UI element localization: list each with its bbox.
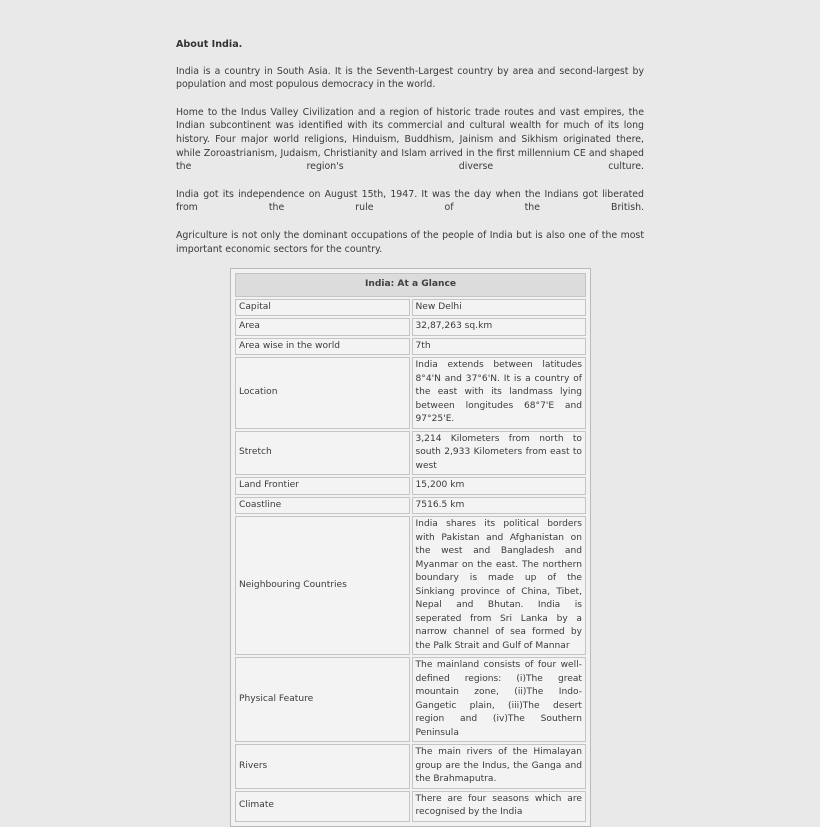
row-label: Climate bbox=[235, 791, 410, 822]
table-row bbox=[235, 791, 586, 822]
paragraph-history: Home to the Indus Valley Civilization and a region of historic trade routes and vast empires, the Indian subcontinent was identified with its commercial and cultural wealth for much of its long history. Four major world religions, Hinduism, Buddhism, Jainism and Sikhism originated there, while Zoroastrianism, Judaism, Christianity and Islam arrived in the first millennium CE and shaped the region's diverse culture. bbox=[176, 106, 644, 173]
table-header-row bbox=[235, 273, 586, 297]
row-value: 7516.5 km bbox=[412, 497, 587, 515]
paragraph-agriculture: Agriculture is not only the dominant occupations of the people of India but is also one of the most important economic sectors for the country. bbox=[176, 229, 644, 255]
row-value: India shares its political borders with Pakistan and Afghanistan on the west and Bangladesh and Myanmar on the east. The northern boundary is made up of the Sinkiang province of China, Tibet, Nepal and Bhutan. India is seperated from Sri Lanka by a narrow channel of sea formed by the Palk Strait and Gulf of Mannar bbox=[412, 516, 587, 655]
table-row bbox=[235, 338, 586, 356]
table-row bbox=[235, 497, 586, 515]
row-value: 7th bbox=[412, 338, 587, 356]
row-value: 32,87,263 sq.km bbox=[412, 318, 587, 336]
row-value: The mainland consists of four well-defined regions: (i)The great mountain zone, (ii)The Indo-Gangetic plain, (iii)The desert region and (iv)The Southern Peninsula bbox=[412, 657, 587, 742]
row-label: Capital bbox=[235, 299, 410, 317]
row-value: There are four seasons which are recognised by the India bbox=[412, 791, 587, 822]
row-label: Stretch bbox=[235, 431, 410, 476]
row-value: The main rivers of the Himalayan group are the Indus, the Ganga and the Brahmaputra. bbox=[412, 744, 587, 789]
paragraph-overview: India is a country in South Asia. It is the Seventh-Largest country by area and second-largest by population and most populous democracy in the world. bbox=[176, 65, 644, 91]
row-label: Coastline bbox=[235, 497, 410, 515]
row-label: Physical Feature bbox=[235, 657, 410, 742]
glance-table bbox=[233, 271, 588, 824]
row-label: Area wise in the world bbox=[235, 338, 410, 356]
row-value: New Delhi bbox=[412, 299, 587, 317]
table-row bbox=[235, 431, 586, 476]
glance-table-container bbox=[230, 268, 591, 827]
row-label: Area bbox=[235, 318, 410, 336]
row-value: 15,200 km bbox=[412, 477, 587, 495]
table-row bbox=[235, 299, 586, 317]
table-row bbox=[235, 318, 586, 336]
paragraph-independence: India got its independence on August 15th, 1947. It was the day when the Indians got liberated from the rule of the British. bbox=[176, 188, 644, 214]
table-row bbox=[235, 516, 586, 655]
row-value: 3,214 Kilometers from north to south 2,933 Kilometers from east to west bbox=[412, 431, 587, 476]
row-value: India extends between latitudes 8°4'N and 37°6'N. It is a country of the east with its landmass lying between longitudes 68°7'E and 97°25'E. bbox=[412, 357, 587, 429]
article-body bbox=[176, 38, 644, 270]
row-label: Land Frontier bbox=[235, 477, 410, 495]
table-title: India: At a Glance bbox=[235, 273, 586, 297]
table-row bbox=[235, 744, 586, 789]
table-row bbox=[235, 357, 586, 429]
table-row bbox=[235, 657, 586, 742]
row-label: Rivers bbox=[235, 744, 410, 789]
row-label: Location bbox=[235, 357, 410, 429]
row-label: Neighbouring Countries bbox=[235, 516, 410, 655]
table-row bbox=[235, 477, 586, 495]
article-heading: About India. bbox=[176, 39, 243, 50]
